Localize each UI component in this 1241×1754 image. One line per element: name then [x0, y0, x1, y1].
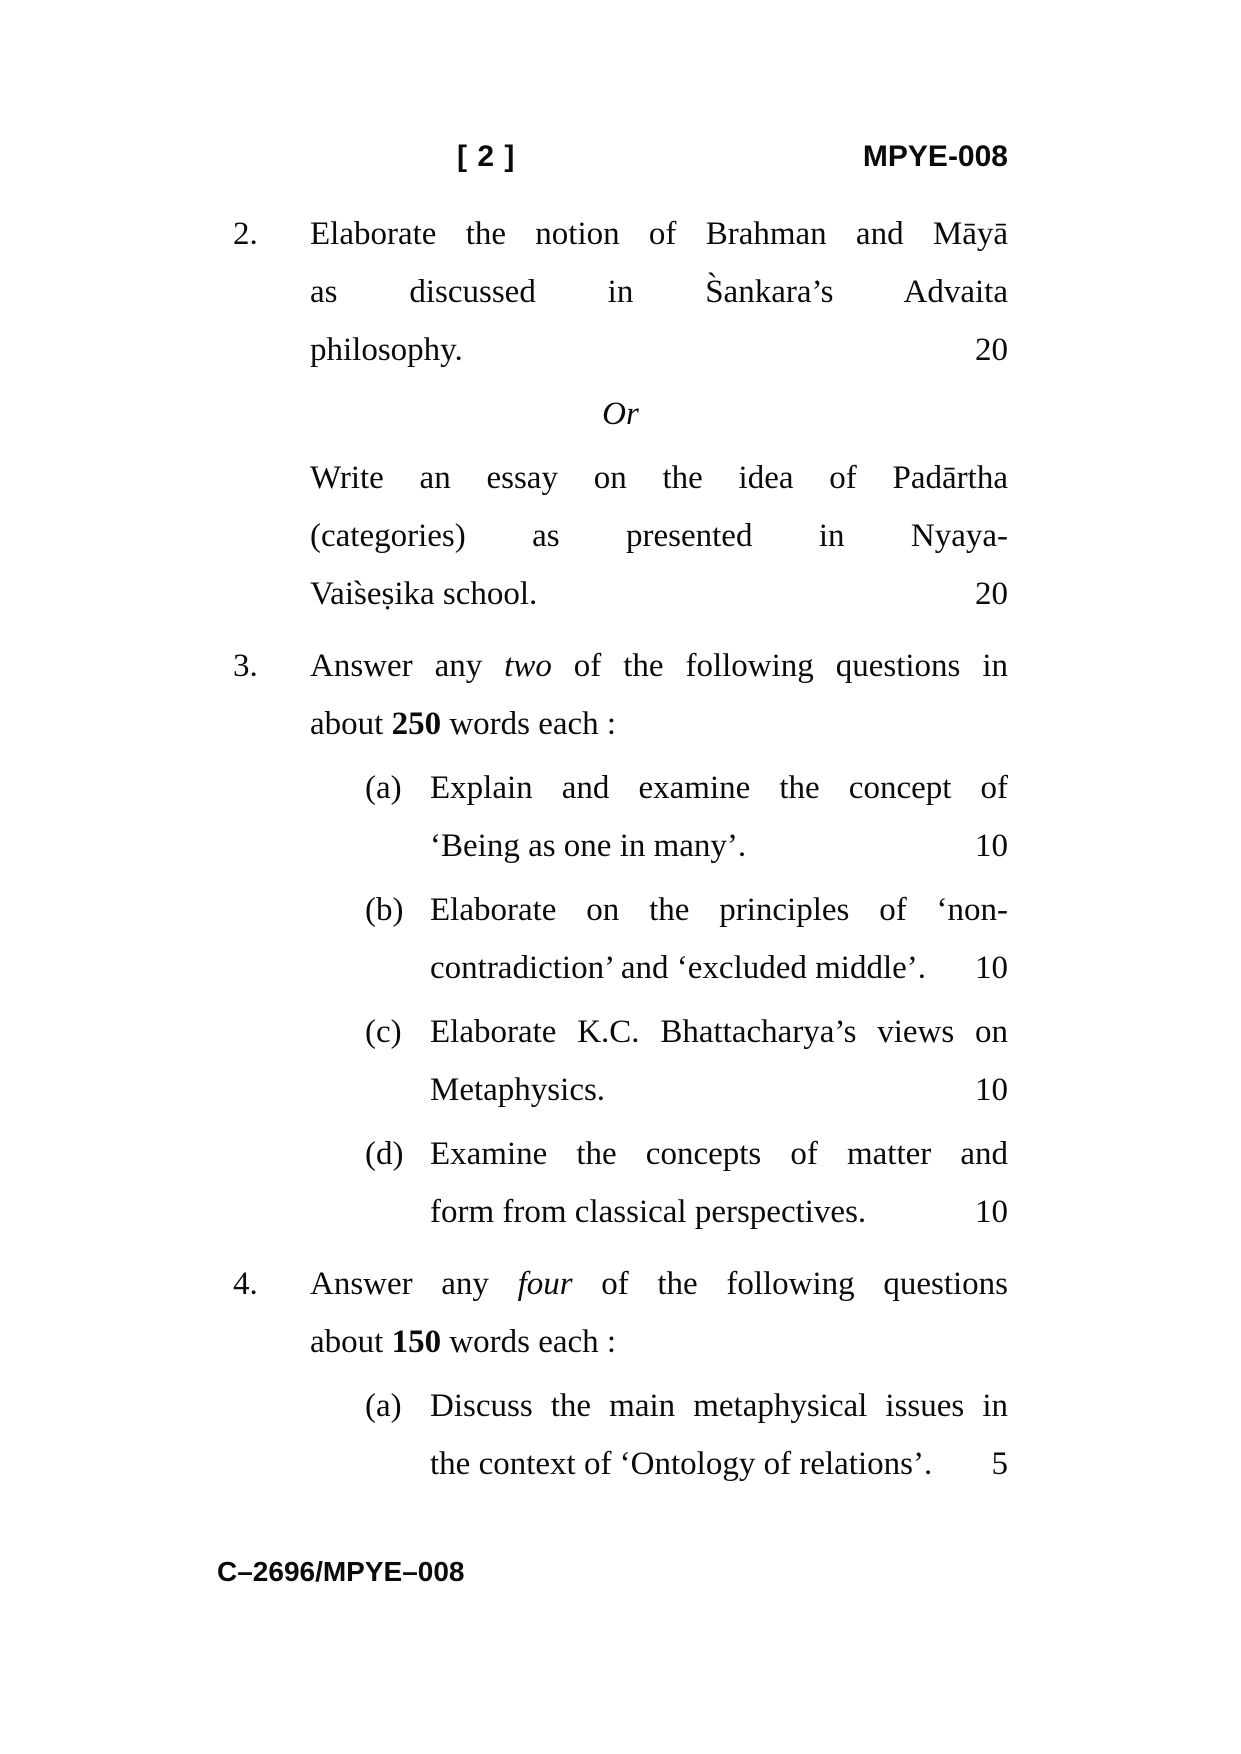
q2-alt-marks: 20 [975, 576, 1008, 612]
q2-main-line-1: Elaborate the notion of Brahman and Māyā [310, 216, 1008, 252]
question-3-number: 3. [233, 648, 258, 684]
question-2-alternative [233, 449, 1008, 623]
page-number: [ 2 ] [457, 140, 516, 173]
q3-sub-d-line-1: Examine the concepts of matter and [430, 1136, 1008, 1172]
question-2-number: 2. [233, 216, 258, 252]
q2-main-line-3: philosophy. 20 [310, 321, 1008, 379]
q3-sub-d-line-2: form from classical perspectives. 10 [430, 1183, 1008, 1241]
q3-sub-b-line-2: contradiction’ and ‘excluded middle’. 10 [430, 939, 1008, 997]
question-3 [233, 637, 1008, 1241]
paper-code: MPYE-008 [862, 140, 1008, 173]
q3-sub-b-line-1: Elaborate on the principles of ‘non- [430, 892, 1008, 928]
q4-sub-a-line-2: the context of ‘Ontology of relations’. 5 [430, 1435, 1008, 1493]
q2-alt-line-3: Vais̀eṣika school. 20 [310, 565, 1008, 623]
q4-intro-line-1: Answer any four of the following questions [310, 1266, 1008, 1302]
question-2 [233, 205, 1008, 379]
q3-sub-c-line-1: Elaborate K.C. Bhattacharya’s views on [430, 1014, 1008, 1050]
question-4-number: 4. [233, 1266, 258, 1302]
q3-sub-a-label: (a) [365, 770, 402, 806]
question-4 [233, 1255, 1008, 1493]
q3-sub-a-line-1: Explain and examine the concept of [430, 770, 1008, 806]
q4-sub-a-label: (a) [365, 1388, 402, 1424]
q3-sub-d-label: (d) [365, 1136, 404, 1172]
q3-sub-c-marks: 10 [975, 1072, 1008, 1108]
or-separator: Or [602, 396, 639, 432]
page-content [233, 205, 1008, 1493]
q4-sub-a-line-1: Discuss the main metaphysical issues in [430, 1388, 1008, 1424]
q2-main-marks: 20 [975, 332, 1008, 368]
q3-intro-line-1: Answer any two of the following questions in [310, 648, 1009, 684]
page-header [233, 136, 1008, 178]
q3-intro-line-2: about 250 words each : [310, 706, 617, 742]
footer-code: C–2696/MPYE–008 [217, 1556, 465, 1587]
q4-sub-a-marks: 5 [991, 1446, 1008, 1482]
q3-sub-d [310, 1125, 1008, 1241]
q2-alt-line-1: Write an essay on the idea of Padārtha [310, 460, 1008, 496]
q4-sub-a [310, 1377, 1008, 1493]
q3-sub-c-label: (c) [365, 1014, 402, 1050]
q3-sub-d-marks: 10 [975, 1194, 1008, 1230]
q3-sub-a [310, 759, 1008, 875]
q3-sub-b-marks: 10 [975, 950, 1008, 986]
q3-sub-b [310, 881, 1008, 997]
q3-sub-a-line-2: ‘Being as one in many’. 10 [430, 817, 1008, 875]
q3-sub-b-label: (b) [365, 892, 404, 928]
q2-alt-line-2: (categories) as presented in Nyaya- [310, 518, 1008, 554]
q3-sub-c [310, 1003, 1008, 1119]
q2-main-line-2: as discussed in S̀ankara’s Advaita [310, 274, 1008, 310]
q3-sub-c-line-2: Metaphysics. 10 [430, 1061, 1008, 1119]
q3-sub-a-marks: 10 [975, 828, 1008, 864]
q4-intro-line-2: about 150 words each : [310, 1324, 617, 1360]
